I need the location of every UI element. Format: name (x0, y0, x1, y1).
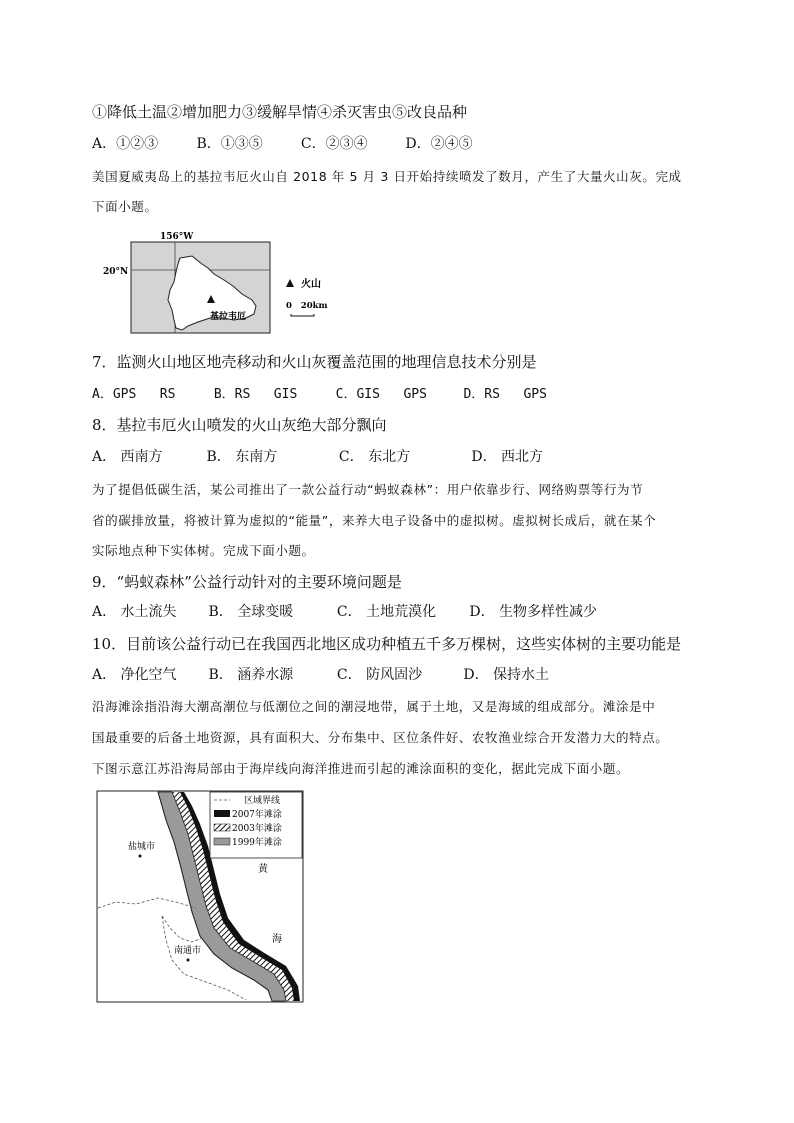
legend-2007-label: 2007年滩涂 (232, 810, 282, 820)
q10-option-a[interactable]: A． 净化空气 (92, 667, 177, 683)
prev-question-options (92, 133, 505, 153)
legend-2007-swatch (214, 810, 230, 817)
q10-stem: 10．目前该公益行动已在我国西北地区成功种植五千多万棵树，这些实体树的主要功能是 (92, 635, 682, 653)
scale-bar (291, 314, 314, 316)
prev-option-a[interactable]: A．①②③ (92, 136, 159, 152)
q9-option-b[interactable]: B． 全球变暖 (208, 604, 294, 620)
ant-forest-intro-line2: 省的碳排放量，将被计算为虚拟的“能量”，来养大电子设备中的虚拟树。虚拟树长成后，就在某个 (92, 513, 657, 528)
q9-option-a[interactable]: A． 水土流失 (92, 604, 177, 620)
tidal-flat-intro-line2: 国最重要的后备土地资源，具有面积大、分布集中、区位条件好、农牧渔业综合开发潜力大的特点。 (92, 730, 669, 745)
sea-label-char2: 海 (272, 934, 282, 945)
q8-option-a[interactable]: A． 西南方 (92, 449, 163, 465)
sea-label-char1: 黄 (258, 864, 268, 875)
city-dot-nantong (187, 959, 190, 962)
latitude-label: 20°N (103, 267, 129, 277)
q10-option-d[interactable]: D． 保持水土 (463, 667, 550, 683)
legend-1999-label: 1999年滩涂 (232, 838, 282, 848)
volcano-legend-label: 火山 (301, 279, 321, 290)
legend-boundary-label: 区域界线 (244, 796, 281, 806)
scale-label: 0 20km (286, 301, 328, 311)
q9-option-d[interactable]: D． 生物多样性减少 (469, 604, 598, 620)
q9-stem: 9．“蚂蚁森林”公益行动针对的主要环境问题是 (92, 573, 402, 591)
city-label-yancheng: 盐城市 (128, 842, 156, 852)
q10-options (92, 664, 573, 684)
tidal-flat-intro-line3: 下图示意江苏沿海局部由于海岸线向海洋推进而引起的滩涂面积的变化，据此完成下面小题。 (92, 761, 630, 776)
q9-option-c[interactable]: C． 土地荒漠化 (336, 604, 437, 620)
tidal-flat-intro-line1: 沿海滩涂指沿海大潮高潮位与低潮位之间的潮浸地带，属于土地，又是海域的组成部分。滩涂是中 (92, 699, 656, 714)
jiangsu-coast-map (96, 790, 306, 1004)
ant-forest-intro-line3: 实际地点种下实体树。完成下面小题。 (92, 543, 315, 558)
legend-volcano-icon (286, 279, 294, 287)
q7-option-c[interactable]: C．GIS GPS (335, 387, 427, 402)
q8-options (92, 446, 571, 466)
hawaii-intro-line2: 下面小题。 (92, 199, 158, 214)
prev-option-c[interactable]: C．②③④ (300, 136, 368, 152)
q7-options (92, 383, 573, 402)
legend-2003-swatch (214, 824, 230, 831)
prev-question-statement: ①降低土温②增加肥力③缓解旱情④杀灭害虫⑤改良品种 (92, 103, 468, 121)
q7-option-b[interactable]: B．RS GIS (213, 387, 298, 402)
q7-stem: 7．监测火山地区地壳移动和火山灰覆盖范围的地理信息技术分别是 (92, 353, 537, 371)
q7-option-a[interactable]: A．GPS RS (92, 387, 176, 402)
prev-option-b[interactable]: B．①③⑤ (196, 136, 263, 152)
q8-option-d[interactable]: D． 西北方 (471, 449, 544, 465)
legend-2003-label: 2003年滩涂 (232, 824, 282, 834)
q9-options (92, 601, 619, 621)
q8-stem: 8．基拉韦厄火山喷发的火山灰绝大部分飘向 (92, 416, 387, 434)
q8-option-c[interactable]: C． 东北方 (338, 449, 411, 465)
hawaii-map (100, 228, 350, 338)
city-dot-yancheng (139, 855, 142, 858)
city-label-nantong: 南通市 (174, 946, 202, 956)
q7-option-d[interactable]: D．RS GPS (463, 387, 547, 402)
longitude-label: 156°W (160, 232, 194, 242)
hawaii-intro-line1: 美国夏威夷岛上的基拉韦厄火山自 2018 年 5 月 3 日开始持续喷发了数月，产生了大量火山灰。完成 (92, 169, 682, 184)
ant-forest-intro-line1: 为了提倡低碳生活，某公司推出了一款公益行动“蚂蚁森林”：用户依靠步行、网络购票等行为节 (92, 482, 644, 497)
kilauea-label: 基拉韦厄 (210, 312, 247, 322)
prev-option-d[interactable]: D．②④⑤ (405, 136, 473, 152)
q8-option-b[interactable]: B． 东南方 (206, 449, 278, 465)
q10-option-c[interactable]: C． 防风固沙 (336, 667, 423, 683)
q10-option-b[interactable]: B． 涵养水源 (208, 667, 294, 683)
legend-1999-swatch (214, 838, 230, 845)
